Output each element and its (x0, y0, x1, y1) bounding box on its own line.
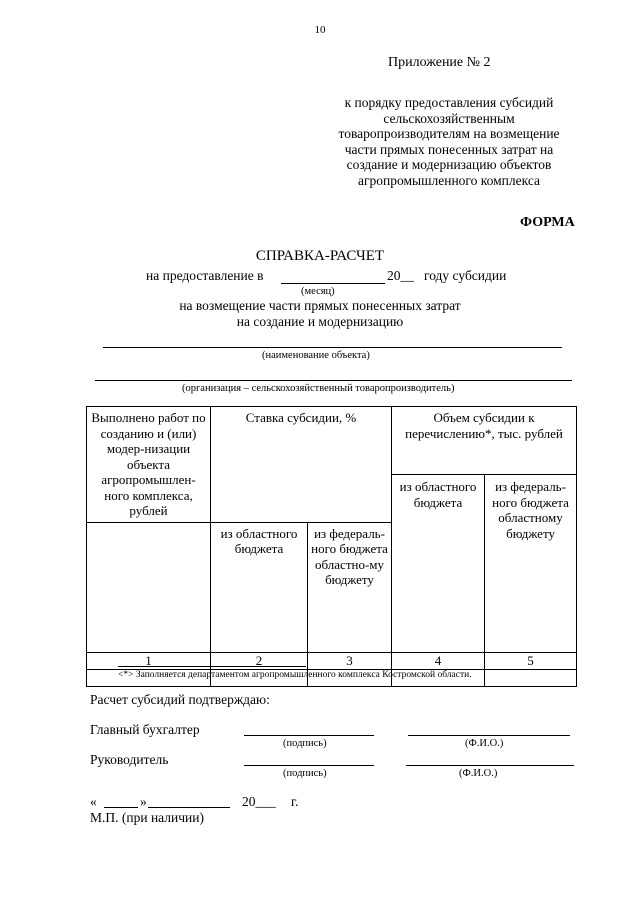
column-number: 5 (485, 652, 577, 669)
date-month-field[interactable] (148, 807, 230, 808)
appendix-line: товаропроизводителям на возмещение (338, 126, 560, 141)
organization-field[interactable] (95, 380, 572, 381)
data-cell-volume-federal[interactable] (485, 669, 577, 686)
signature-caption-2: (подпись) (283, 768, 327, 779)
date-year-field[interactable]: 20___ (242, 794, 276, 809)
stamp-label: М.П. (при наличии) (90, 810, 204, 825)
purpose-line: на возмещение части прямых понесенных затрат (179, 298, 461, 313)
subsidy-table (86, 406, 577, 687)
fio-caption: (Ф.И.О.) (465, 738, 504, 749)
organization-caption: (организация – сельскохозяйственный товаропроизводитель) (182, 383, 455, 394)
appendix-line: создание и модернизацию объектов (346, 157, 552, 172)
provision-line-suffix: году субсидии (424, 268, 507, 283)
purpose-line-2: на создание и модернизацию (236, 314, 404, 329)
appendix-line: сельскохозяйственным (383, 110, 515, 126)
signature-caption: (подпись) (283, 738, 327, 749)
chief-accountant-label: Главный бухгалтер (90, 722, 200, 737)
appendix-line: агропромышленного комплекса (358, 172, 540, 188)
header-works-spacer (87, 522, 211, 652)
header-subsidy-rate: Ставка субсидии, % (211, 407, 392, 475)
form-label: ФОРМА (520, 215, 575, 230)
date-close-quote: » (140, 794, 147, 809)
page-number: 10 (314, 24, 326, 36)
header-works-completed: Выполнено работ по созданию и (или) модер-низации объекта агропромышлен-ного комплекса, рублей (87, 407, 211, 523)
header-rate-regional: из областного бюджета (211, 522, 308, 652)
header-rate-federal: из федераль-ного бюджета областно-му бюджету (308, 522, 392, 652)
appendix-title: Приложение № 2 (388, 55, 491, 70)
appendix-line: к порядку предоставления субсидий (344, 95, 554, 110)
head-signature-line[interactable] (244, 765, 374, 766)
object-name-field[interactable] (103, 347, 562, 348)
footnote: <*> Заполняется департаментом агропромышленного комплекса Костромской области. (118, 670, 472, 680)
date-day-field[interactable] (104, 807, 138, 808)
header-volume-federal: из федераль-ного бюджета областному бюджету (485, 475, 577, 653)
provision-line-prefix: на предоставление в (146, 268, 264, 283)
chief-accountant-signature-line[interactable] (244, 735, 374, 736)
header-subsidy-volume: Объем субсидии к перечислению*, тыс. рублей (392, 407, 577, 475)
column-number: 2 (211, 652, 308, 669)
document-title: СПРАВКА-РАСЧЕТ (255, 248, 385, 264)
year-field[interactable]: 20__ (387, 268, 414, 283)
head-label: Руководитель (90, 752, 169, 767)
fio-caption-2: (Ф.И.О.) (459, 768, 498, 779)
date-open-quote: « (90, 794, 97, 809)
month-field-line[interactable] (281, 283, 385, 284)
confirm-heading: Расчет субсидий подтверждаю: (90, 692, 270, 707)
footnote-separator (118, 666, 306, 667)
chief-accountant-fio-line[interactable] (408, 735, 570, 736)
appendix-reference (318, 95, 580, 188)
rate-header-spacer (211, 475, 392, 523)
head-fio-line[interactable] (406, 765, 574, 766)
header-volume-regional: из областного бюджета (392, 475, 485, 653)
column-number: 1 (87, 652, 211, 669)
column-number: 4 (392, 652, 485, 669)
object-caption: (наименование объекта) (262, 350, 370, 361)
column-number: 3 (308, 652, 392, 669)
appendix-line: части прямых понесенных затрат на (344, 141, 554, 157)
month-caption: (месяц) (301, 286, 335, 297)
date-year-suffix: г. (291, 794, 299, 809)
